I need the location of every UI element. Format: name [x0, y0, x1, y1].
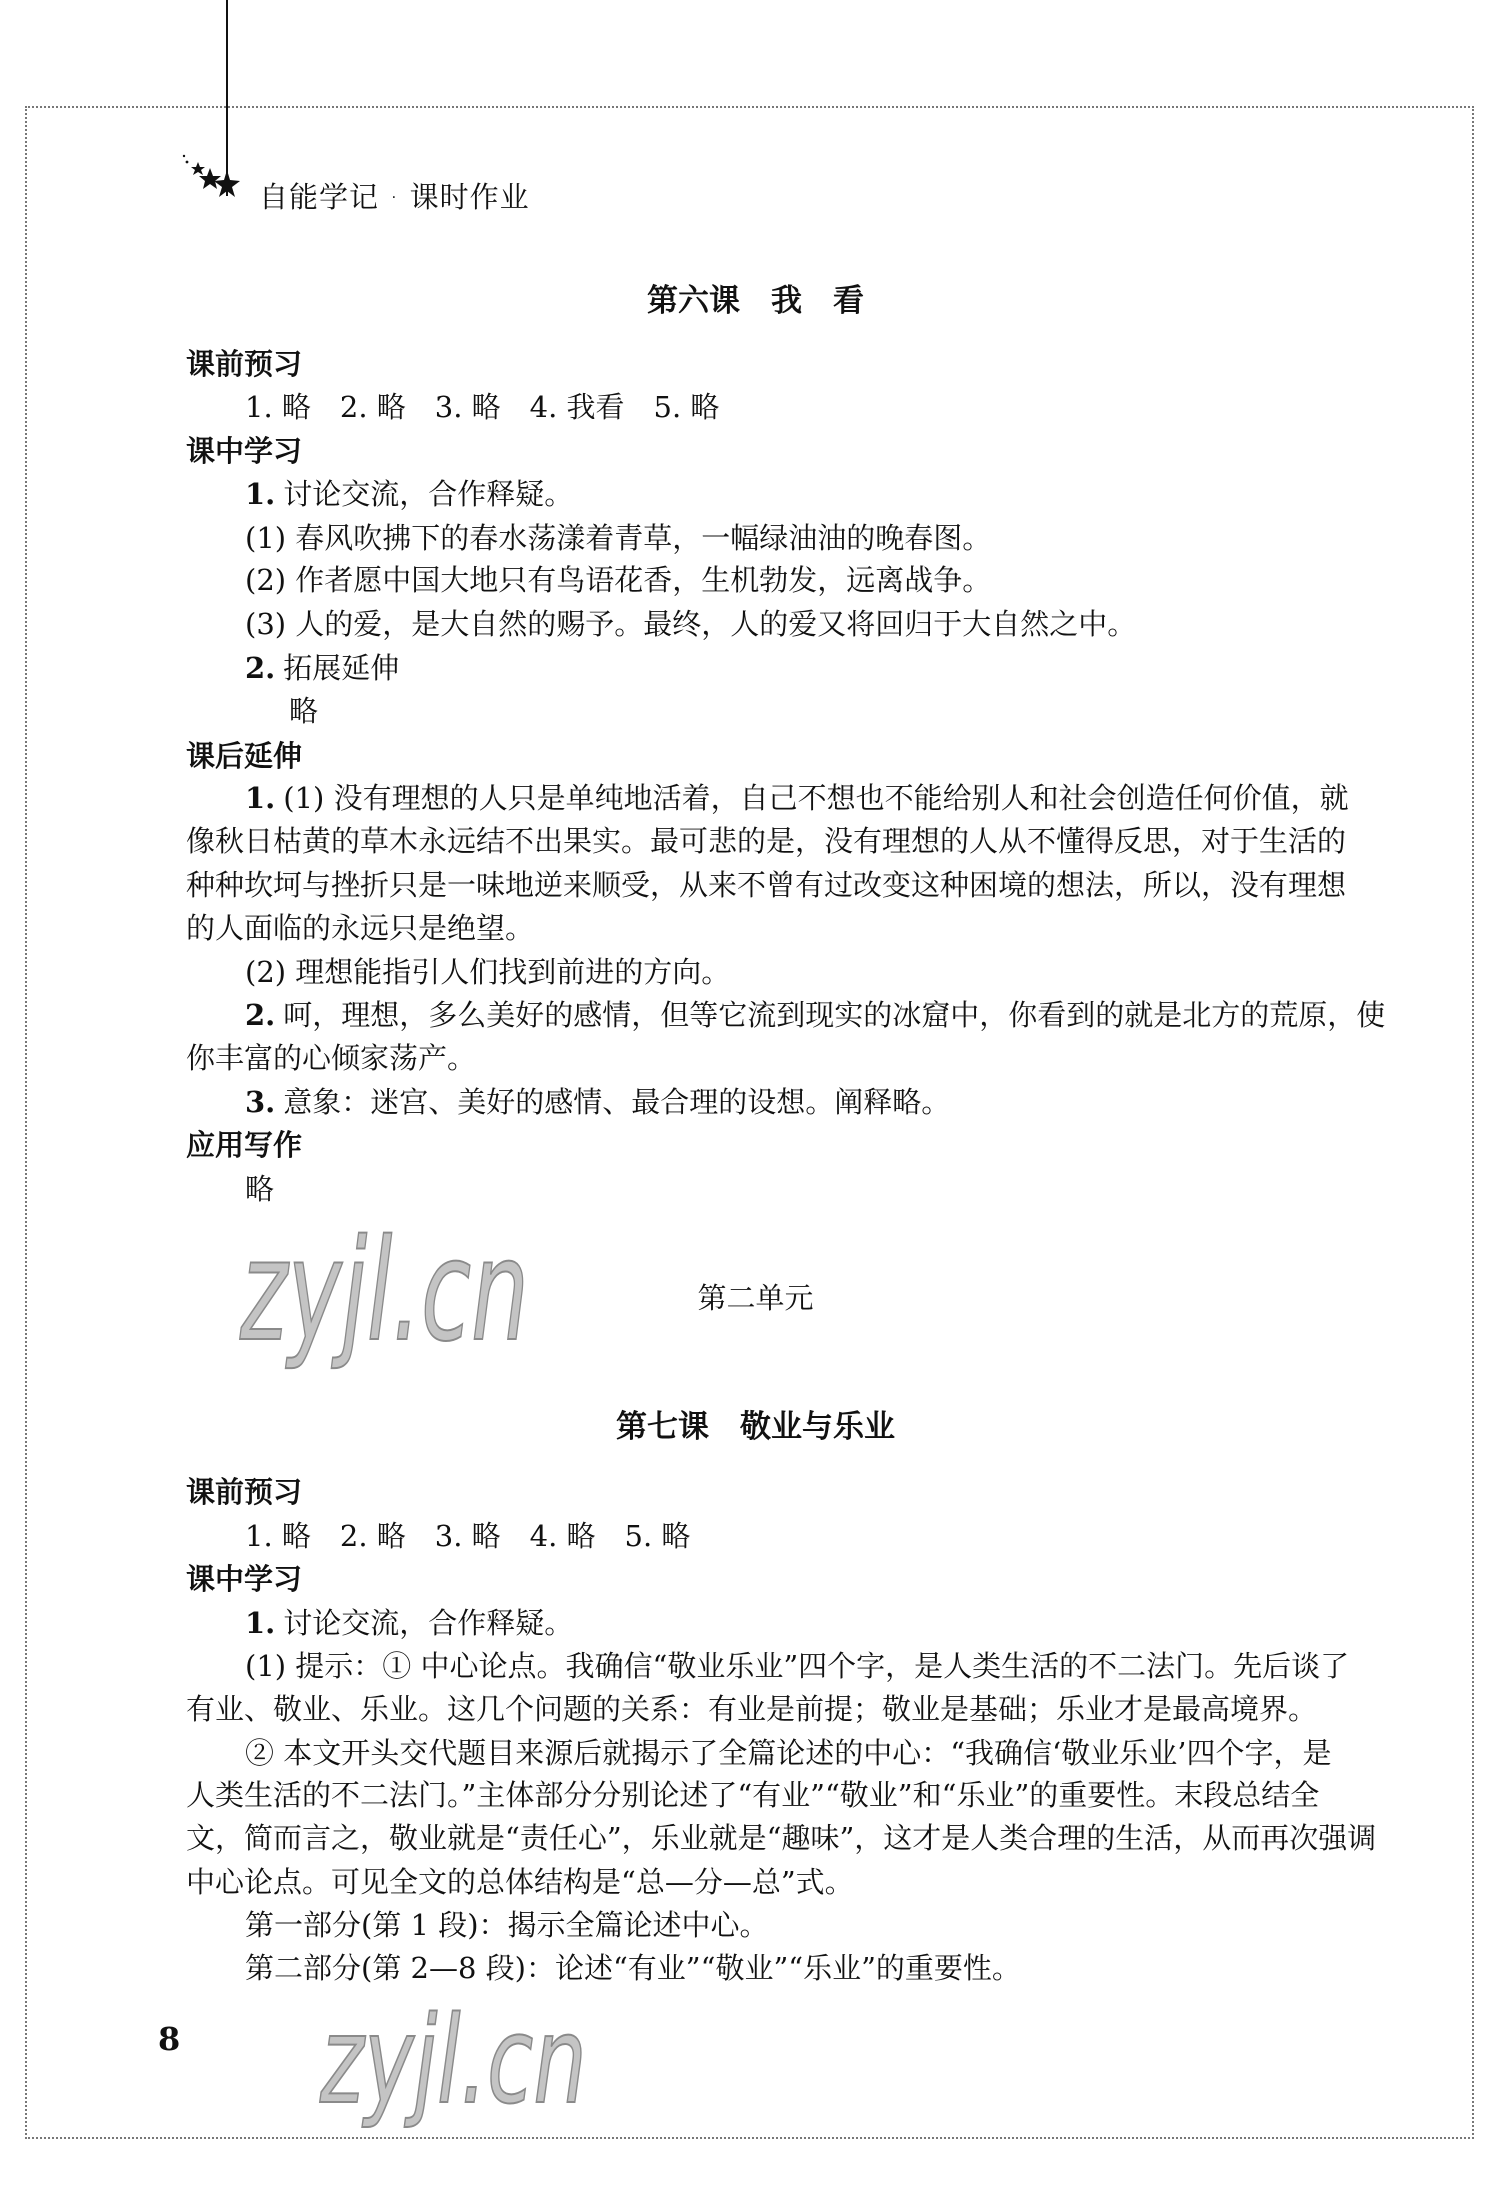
line-text: 1. 略 2. 略 3. 略 4. 略 5. 略 — [245, 1519, 691, 1553]
text-line — [245, 1171, 274, 1207]
stars-icon — [180, 148, 240, 208]
line-text: 1. 略 2. 略 3. 略 4. 我看 5. 略 — [245, 390, 720, 424]
line-text: (1) 春风吹拂下的春水荡漾着青草，一幅绿油油的晚春图。 — [245, 521, 992, 555]
line-text: 应用写作 — [186, 1128, 303, 1162]
text-line — [186, 823, 1346, 859]
item-number: 2. — [245, 998, 276, 1032]
line-text: 第二部分(第 2—8 段)：论述“有业”“敬业”“乐业”的重要性。 — [245, 1951, 1021, 1985]
line-text: 讨论交流，合作释疑。 — [283, 1606, 574, 1640]
line-text: 文，简而言之，敬业就是“责任心”，乐业就是“趣味”，这才是人类合理的生活，从而再次强调 — [186, 1821, 1377, 1855]
text-line — [245, 389, 719, 425]
line-text: 课后延伸 — [186, 739, 303, 773]
text-line — [245, 1605, 573, 1641]
lesson-title — [0, 1280, 1511, 1316]
line-text: 略 — [245, 1172, 275, 1206]
text-line — [186, 1691, 1317, 1727]
line-text: 第一部分(第 1 段)：揭示全篇论述中心。 — [245, 1908, 769, 1942]
item-number: 3. — [245, 1085, 276, 1119]
item-number: 1. — [245, 477, 276, 511]
text-line — [245, 780, 1349, 816]
line-text: 课前预习 — [186, 347, 303, 381]
section-heading — [186, 1474, 302, 1510]
lesson-title — [0, 283, 1511, 319]
text-line — [245, 997, 1385, 1033]
line-text: 你丰富的心倾家荡产。 — [186, 1041, 477, 1075]
text-line — [186, 1864, 854, 1900]
line-text: 课中学习 — [186, 1562, 303, 1596]
line-text: 人类生活的不二法门。”主体部分分别论述了“有业”“敬业”和“乐业”的重要性。末段总结全 — [186, 1778, 1320, 1812]
line-text: 拓展延伸 — [283, 651, 400, 685]
line-text: 中心论点。可见全文的总体结构是“总—分—总”式。 — [186, 1865, 854, 1899]
line-text: 的人面临的永远只是绝望。 — [186, 911, 535, 945]
line-text: 第七课 敬业与乐业 — [616, 1409, 895, 1445]
item-number: 2. — [245, 651, 276, 685]
text-line — [186, 1820, 1376, 1856]
line-text: (1) 提示：① 中心论点。我确信“敬业乐业”四个字，是人类生活的不二法门。先后谈了 — [245, 1649, 1350, 1683]
line-text: 有业、敬业、乐业。这几个问题的关系：有业是前提；敬业是基础；乐业才是最高境界。 — [186, 1692, 1318, 1726]
section-heading — [186, 433, 302, 469]
line-text: 讨论交流，合作释疑。 — [283, 477, 574, 511]
watermark: zyjl.cn — [320, 1992, 587, 2131]
text-line — [245, 1518, 690, 1554]
watermark: zyjl.cn — [240, 1210, 529, 1373]
text-line — [245, 1084, 950, 1120]
text-line — [245, 562, 991, 598]
text-line — [245, 606, 1136, 642]
line-text: 呵，理想，多么美好的感情，但等它流到现实的冰窟中，你看到的就是北方的荒原，使 — [283, 998, 1386, 1032]
text-line — [186, 867, 1346, 903]
line-text: (2) 理想能指引人们找到前进的方向。 — [245, 955, 731, 989]
line-text: 第六课 我 看 — [647, 283, 864, 319]
line-text: (3) 人的爱，是大自然的赐予。最终，人的爱又将回归于大自然之中。 — [245, 607, 1137, 641]
section-heading — [186, 1127, 302, 1163]
text-line — [245, 1950, 1021, 1986]
line-text: 课前预习 — [186, 1475, 303, 1509]
line-text: (2) 作者愿中国大地只有鸟语花香，生机勃发，远离战争。 — [245, 563, 992, 597]
item-number: 1. — [245, 781, 276, 815]
text-line — [289, 693, 318, 729]
line-text: 第二单元 — [697, 1281, 814, 1315]
line-text: 意象：迷宫、美好的感情、最合理的设想。阐释略。 — [283, 1085, 951, 1119]
text-line — [245, 1735, 1331, 1771]
section-heading — [186, 346, 302, 382]
text-line — [245, 650, 399, 686]
line-text: 课中学习 — [186, 434, 303, 468]
line-text: 种种坎坷与挫折只是一味地逆来顺受，从来不曾有过改变这种困境的想法，所以，没有理想 — [186, 868, 1347, 902]
text-line — [245, 476, 573, 512]
text-line — [245, 1907, 769, 1943]
page-number: 8 — [158, 2020, 181, 2058]
line-text: (1) 没有理想的人只是单纯地活着，自己不想也不能给别人和社会创造任何价值，就 — [283, 781, 1349, 815]
text-line — [186, 1777, 1319, 1813]
item-number: 1. — [245, 1606, 276, 1640]
running-header: 自能学记 · 课时作业 — [259, 180, 530, 214]
text-line — [186, 910, 534, 946]
section-heading — [186, 1561, 302, 1597]
text-line — [245, 1648, 1349, 1684]
lesson-title — [0, 1409, 1511, 1445]
text-line — [245, 954, 730, 990]
line-text: ② 本文开头交代题目来源后就揭示了全篇论述的中心：“我确信‘敬业乐业’四个字，是 — [245, 1736, 1332, 1770]
line-text: 略 — [289, 694, 319, 728]
text-line — [245, 520, 991, 556]
line-text: 像秋日枯黄的草木永远结不出果实。最可悲的是，没有理想的人从不懂得反思，对于生活的 — [186, 824, 1347, 858]
section-heading — [186, 738, 302, 774]
text-line — [186, 1040, 476, 1076]
